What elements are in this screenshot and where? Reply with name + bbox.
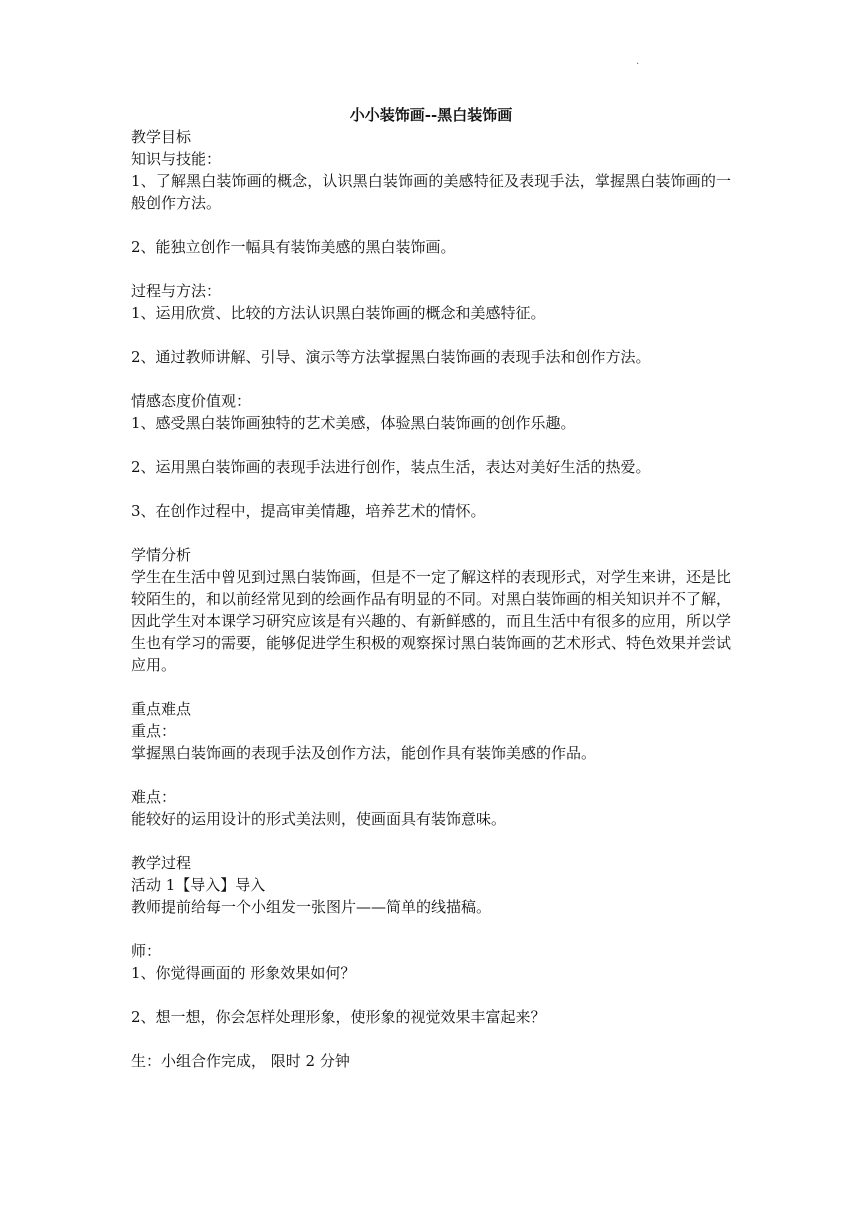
spacer: [131, 434, 731, 456]
paragraph-knowledge-1: 1、了解黑白装饰画的概念，认识黑白装饰画的美感特征及表现手法，掌握黑白装饰画的一般创作方法。: [131, 172, 731, 212]
corner-mark: .: [636, 56, 640, 67]
section-heading-teaching-process: 教学过程: [131, 854, 192, 872]
spacer: [131, 522, 731, 544]
paragraph-emotion-2: 2、运用黑白装饰画的表现手法进行创作，装点生活，表达对美好生活的热爱。: [131, 458, 651, 476]
paragraph-process-1: 1、运用欣赏、比较的方法认识黑白装饰画的概念和美感特征。: [131, 304, 546, 322]
spacer: [131, 676, 731, 698]
spacer: [131, 324, 731, 346]
label-key: 重点：: [131, 722, 177, 740]
paragraph-question-2: 2、想一想，你会怎样处理形象，使形象的视觉效果丰富起来？: [131, 1008, 546, 1026]
subheading-process: 过程与方法：: [131, 282, 222, 300]
paragraph-analysis: 学生在生活中曾见到过黑白装饰画，但是不一定了解这样的表现形式，对学生来讲，还是比较陌生的，和以前经常见到的绘画作品有明显的不同。对黑白装饰画的相关知识并不了解，因此学生对本课学习研究应该是有兴趣的、有新鲜感的，而且生活中有很多的应用，所以学生也有学习的需要，能够促进学生积极的观察探讨黑白装饰画的艺术形式、特色效果并尝试应用。: [131, 568, 732, 674]
subheading-knowledge: 知识与技能：: [131, 150, 222, 168]
section-heading-goals: 教学目标: [131, 128, 192, 146]
activity-1-title: 活动 1【导入】导入: [131, 876, 266, 894]
spacer: [131, 214, 731, 236]
paragraph-difficulty: 能较好的运用设计的形式美法则，使画面具有装饰意味。: [131, 810, 507, 828]
label-teacher: 师：: [131, 942, 162, 960]
document-page: [131, 104, 731, 1072]
paragraph-key: 掌握黑白装饰画的表现手法及创作方法，能创作具有装饰美感的作品。: [131, 744, 597, 762]
spacer: [131, 764, 731, 786]
paragraph-emotion-3: 3、在创作过程中，提高审美情趣，培养艺术的情怀。: [131, 502, 486, 520]
section-heading-analysis: 学情分析: [131, 546, 192, 564]
paragraph-activity-1: 教师提前给每一个小组发一张图片——简单的线描稿。: [131, 898, 492, 916]
spacer: [131, 830, 731, 852]
spacer: [131, 368, 731, 390]
paragraph-emotion-1: 1、感受黑白装饰画独特的艺术美感，体验黑白装饰画的创作乐趣。: [131, 414, 576, 432]
doc-title: 小小装饰画--黑白装饰画: [349, 106, 513, 124]
spacer: [131, 478, 731, 500]
spacer: [131, 984, 731, 1006]
section-heading-key-points: 重点难点: [131, 700, 192, 718]
paragraph-knowledge-2: 2、能独立创作一幅具有装饰美感的黑白装饰画。: [131, 238, 456, 256]
label-difficulty: 难点：: [131, 788, 177, 806]
paragraph-student: 生：小组合作完成， 限时 2 分钟: [131, 1052, 350, 1070]
spacer: [131, 918, 731, 940]
paragraph-question-1: 1、你觉得画面的 形象效果如何？: [131, 964, 356, 982]
paragraph-process-2: 2、通过教师讲解、引导、演示等方法掌握黑白装饰画的表现手法和创作方法。: [131, 348, 651, 366]
subheading-emotion: 情感态度价值观：: [131, 392, 252, 410]
spacer: [131, 258, 731, 280]
spacer: [131, 1028, 731, 1050]
